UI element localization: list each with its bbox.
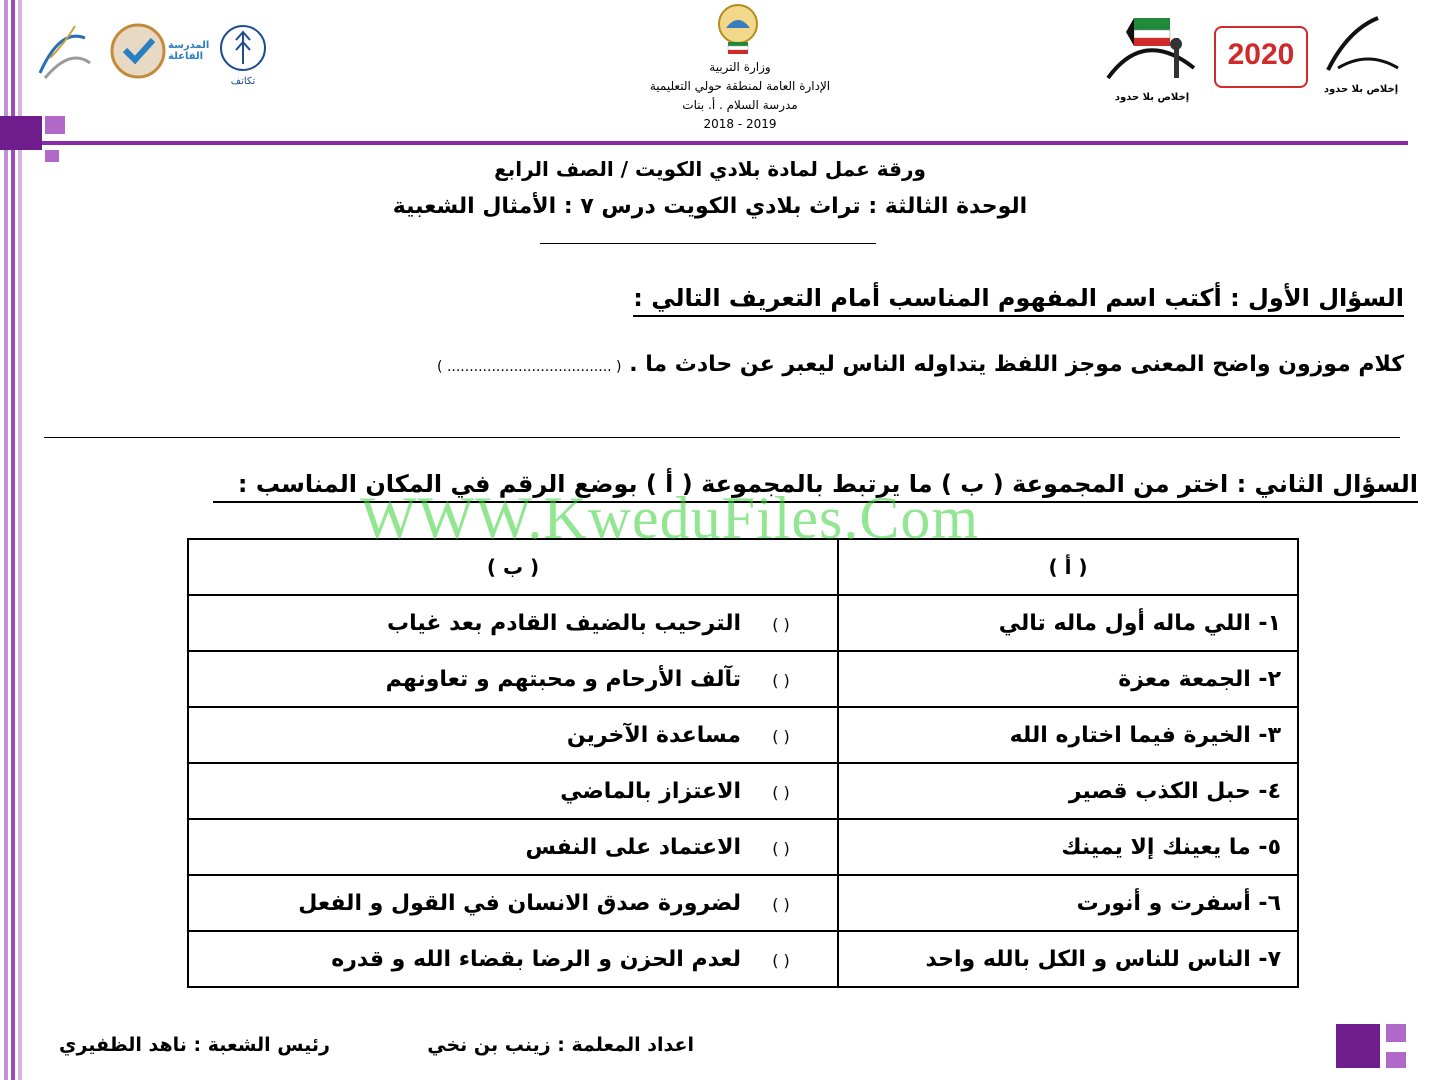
decor-square: [1386, 1052, 1406, 1068]
column-b-text: مساعدة الآخرين: [566, 722, 741, 748]
header-divider: [0, 141, 1408, 145]
table-row: [188, 651, 1298, 707]
decor-bar: [4, 0, 8, 1080]
ministry-name: وزارة التربية: [709, 60, 771, 74]
table-row: [188, 707, 1298, 763]
answer-slot[interactable]: ( ): [772, 838, 790, 858]
column-a-cell: ٥- ما يعينك إلا يمينك: [838, 819, 1298, 875]
column-b-text: الاعتماد على النفس: [525, 834, 741, 860]
table-row: [188, 819, 1298, 875]
column-b-cell: [188, 651, 838, 707]
takatof-label: تكاتف: [230, 76, 256, 87]
swirl-logo: [30, 18, 100, 88]
column-a-cell: ٦- أسفرت و أنورت: [838, 875, 1298, 931]
column-b-cell: [188, 707, 838, 763]
column-a-cell: ٧- الناس للناس و الكل بالله واحد: [838, 931, 1298, 987]
column-a-cell: ٤- حبل الكذب قصير: [838, 763, 1298, 819]
header-info: [560, 58, 920, 134]
section-divider: [44, 437, 1400, 438]
effective-school-label: المدرسة الفاعلة: [168, 40, 210, 62]
column-b-cell: [188, 819, 838, 875]
question-1-definition: كلام موزون واضح المعنى موجز اللفظ يتداوله الناس ليعبر عن حادث ما .: [629, 352, 1404, 377]
vision-2020-text: 2020: [1227, 38, 1295, 71]
school-name: مدرسة السلام . أ. بنات: [682, 98, 798, 112]
answer-slot[interactable]: ( ): [772, 670, 790, 690]
table-row: [188, 931, 1298, 987]
vision-2020-logo: [1214, 26, 1308, 88]
school-year: 2018 - 2019: [703, 117, 777, 131]
answer-blank[interactable]: ( ..................................... ): [437, 359, 622, 375]
effective-school-logo: [108, 22, 210, 82]
social-studies-motto: إخلاص بلا حدود: [1114, 92, 1190, 103]
decor-square: [1336, 1024, 1380, 1068]
column-b-cell: [188, 763, 838, 819]
answer-slot[interactable]: ( ): [772, 894, 790, 914]
column-b-text: تآلف الأرحام و محبتهم و تعاونهم: [385, 666, 741, 692]
column-a-header: ( أ ): [838, 539, 1298, 595]
table-row: [188, 763, 1298, 819]
column-b-cell: [188, 931, 838, 987]
table-row: [188, 595, 1298, 651]
salam-school-logo: [1318, 10, 1404, 106]
answer-slot[interactable]: ( ): [772, 614, 790, 634]
decor-bar: [11, 0, 15, 1080]
takatof-logo: [218, 24, 268, 92]
title-underline: [540, 243, 876, 244]
column-a-cell: ٢- الجمعة معزة: [838, 651, 1298, 707]
column-b-text: لضرورة صدق الانسان في القول و الفعل: [298, 890, 741, 916]
decor-bar: [18, 0, 22, 1080]
column-b-text: الترحيب بالضيف القادم بعد غياب: [387, 610, 741, 636]
column-b-text: الاعتزاز بالماضي: [560, 778, 741, 804]
question-1-prompt: السؤال الأول : أكتب اسم المفهوم المناسب أمام التعريف التالي :: [633, 284, 1404, 317]
answer-slot[interactable]: ( ): [772, 726, 790, 746]
column-a-cell: ٣- الخيرة فيما اختاره الله: [838, 707, 1298, 763]
decor-square: [45, 150, 59, 162]
column-a-cell: ١- اللي ماله أول ماله تالي: [838, 595, 1298, 651]
answer-slot[interactable]: ( ): [772, 950, 790, 970]
column-b-text: لعدم الحزن و الرضا بقضاء الله و قدره: [331, 946, 741, 972]
decor-square: [45, 116, 65, 134]
question-1-definition-line: [427, 352, 1404, 377]
kuwait-emblem: [714, 2, 762, 58]
site-watermark: WWW.KweduFiles.Com: [360, 485, 980, 551]
district-name: الإدارة العامة لمنطقة حولي التعليمية: [649, 79, 831, 93]
department-head-credit: رئيس الشعبة : ناهد الظفيري: [59, 1034, 330, 1056]
question-2-prompt: السؤال الثاني : اختر من المجموعة ( ب ) ما يرتبط بالمجموعة ( أ ) بوضع الرقم في المكان المناسب :: [213, 470, 1418, 503]
worksheet-title: ورقة عمل لمادة بلادي الكويت / الصف الرابع: [494, 157, 926, 181]
table-row: [188, 875, 1298, 931]
salam-school-motto: إخلاص بلا حدود: [1323, 84, 1399, 95]
answer-slot[interactable]: ( ): [772, 782, 790, 802]
matching-table: [187, 538, 1299, 988]
column-b-cell: [188, 875, 838, 931]
decor-square: [0, 116, 42, 150]
lesson-title: الوحدة الثالثة : تراث بلادي الكويت درس ٧ : الأمثال الشعبية: [392, 194, 1028, 219]
decor-square: [1386, 1024, 1406, 1042]
social-studies-logo: [1104, 8, 1200, 112]
column-b-cell: [188, 595, 838, 651]
column-b-header: ( ب ): [188, 539, 838, 595]
teacher-credit: اعداد المعلمة : زينب بن نخي: [427, 1034, 694, 1056]
